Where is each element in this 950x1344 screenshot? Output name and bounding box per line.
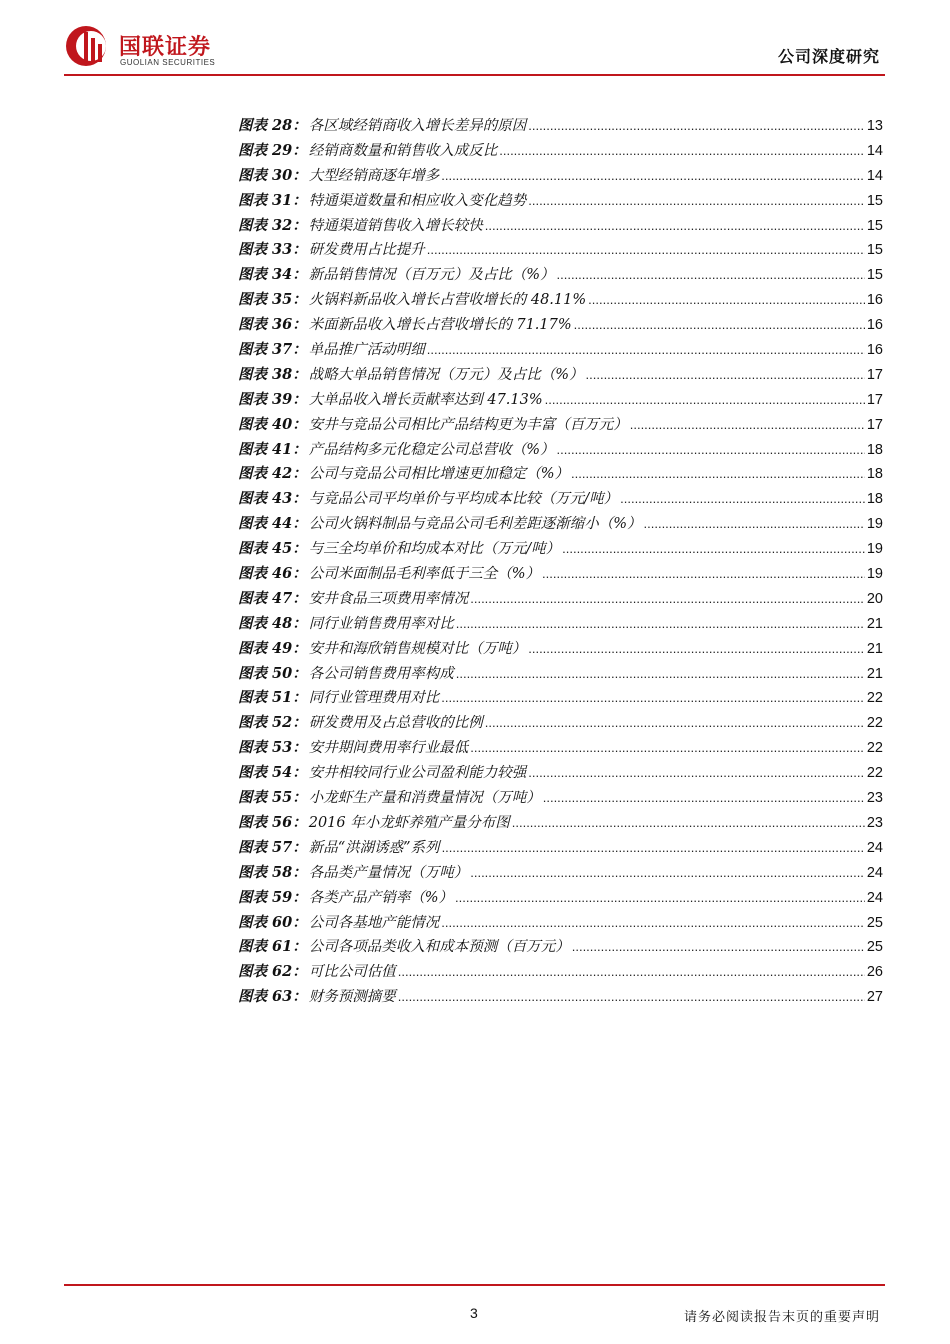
toc-entry[interactable] xyxy=(238,637,883,662)
toc-entry[interactable] xyxy=(238,786,883,811)
toc-dot-leader xyxy=(499,143,865,158)
toc-dot-leader xyxy=(427,242,865,257)
toc-entry-title: 各品类产量情况（万吨） xyxy=(308,864,469,881)
toc-entry[interactable] xyxy=(238,886,883,911)
toc-entry-title: 新品销售情况（百万元）及占比（%） xyxy=(308,267,555,284)
toc-entry[interactable] xyxy=(238,313,883,338)
toc-entry-label: 图表 62： xyxy=(238,963,307,981)
toc-entry-page: 17 xyxy=(866,366,883,383)
toc-entry-title: 安井与竞品公司相比产品结构更为丰富（百万元） xyxy=(308,416,628,433)
toc-entry[interactable] xyxy=(238,388,883,413)
toc-entry-page: 16 xyxy=(866,317,883,334)
toc-dot-leader xyxy=(528,765,865,780)
toc-dot-leader xyxy=(557,442,865,457)
toc-entry-title: 研发费用占比提升 xyxy=(308,242,425,259)
toc-entry[interactable] xyxy=(238,537,883,562)
toc-entry-title: 可比公司估值 xyxy=(308,964,396,981)
toc-entry-label: 图表 33： xyxy=(238,241,307,259)
toc-entry[interactable] xyxy=(238,363,883,388)
footer-disclaimer: 请务必阅读报告末页的重要声明 xyxy=(683,1310,880,1325)
toc-entry[interactable] xyxy=(238,114,883,139)
toc-dot-leader xyxy=(470,740,865,755)
toc-dot-leader xyxy=(427,342,865,357)
toc-entry[interactable] xyxy=(238,338,883,363)
toc-entry-title: 小龙虾生产量和消费量情况（万吨） xyxy=(308,790,541,807)
toc-entry-title: 单品推广活动明细 xyxy=(308,342,425,359)
toc-entry-page: 22 xyxy=(866,765,883,782)
toc-entry[interactable] xyxy=(238,736,883,761)
toc-dot-leader xyxy=(562,541,865,556)
toc-entry-page: 18 xyxy=(866,466,883,483)
toc-entry-label: 图表 52： xyxy=(238,714,307,732)
toc-entry-title: 各区域经销商收入增长差异的原因 xyxy=(308,118,527,134)
toc-entry-title: 经销商数量和销售收入成反比 xyxy=(308,142,498,159)
toc-entry[interactable] xyxy=(238,662,883,687)
toc-entry-title: 战略大单品销售情况（万元）及占比（%） xyxy=(308,366,584,383)
toc-entry-label: 图表 56： xyxy=(238,813,307,831)
toc-entry-label: 图表 59： xyxy=(238,888,307,906)
toc-entry-label: 图表 45： xyxy=(238,540,307,558)
toc-entry[interactable] xyxy=(238,711,883,736)
toc-entry-label: 图表 55： xyxy=(238,789,307,807)
toc-entry-label: 图表 31： xyxy=(238,191,307,209)
toc-entry-label: 图表 46： xyxy=(238,565,307,583)
toc-dot-leader xyxy=(545,392,865,407)
toc-entry-page: 19 xyxy=(866,566,883,583)
toc-entry-title: 火锅料新品收入增长占营收增长的 48.11% xyxy=(308,292,587,309)
toc-dot-leader xyxy=(528,193,865,208)
toc-entry-title: 公司火锅料制品与竞品公司毛利差距逐渐缩小（%） xyxy=(308,516,642,533)
toc-entry[interactable] xyxy=(238,587,883,612)
toc-entry-title: 安井相较同行业公司盈利能力较强 xyxy=(308,765,527,782)
toc-entry-page: 25 xyxy=(866,939,883,956)
toc-entry-title: 各公司销售费用率构成 xyxy=(308,665,454,682)
toc-dot-leader xyxy=(620,491,865,506)
toc-entry-label: 图表 53： xyxy=(238,739,307,757)
toc-entry-page: 24 xyxy=(866,864,883,881)
logo-mark-icon xyxy=(64,22,112,70)
toc-entry[interactable] xyxy=(238,761,883,786)
toc-entry-title: 与竞品公司平均单价与平均成本比较（万元/吨） xyxy=(308,491,619,508)
toc-entry-page: 13 xyxy=(866,118,883,134)
toc-entry-page: 18 xyxy=(866,491,883,508)
toc-entry-label: 图表 54： xyxy=(238,764,307,782)
toc-entry-page: 14 xyxy=(866,167,883,184)
toc-entry-label: 图表 60： xyxy=(238,913,307,931)
toc-entry-page: 21 xyxy=(866,640,883,657)
toc-entry-page: 17 xyxy=(866,391,883,408)
toc-entry-title: 公司各基地产能情况 xyxy=(308,914,440,931)
toc-entry[interactable] xyxy=(238,960,883,985)
toc-entry-label: 图表 57： xyxy=(238,838,307,856)
toc-entry-title: 同行业销售费用率对比 xyxy=(308,615,454,632)
toc-dot-leader xyxy=(470,865,865,880)
toc-entry-label: 图表 63： xyxy=(238,988,307,1006)
toc-entry[interactable] xyxy=(238,861,883,886)
toc-dot-leader xyxy=(588,292,865,307)
toc-entry-page: 21 xyxy=(866,665,883,682)
toc-entry-title: 特通渠道数量和相应收入变化趋势 xyxy=(308,192,527,209)
toc-entry-label: 图表 43： xyxy=(238,490,307,508)
toc-entry-title: 公司米面制品毛利率低于三全（%） xyxy=(308,566,541,583)
toc-dot-leader xyxy=(485,715,865,730)
logo-chinese-name: 国联证券 xyxy=(119,35,212,60)
toc-entry-page: 16 xyxy=(866,292,883,309)
toc-dot-leader xyxy=(456,666,865,681)
toc-entry-label: 图表 36： xyxy=(238,316,307,334)
toc-entry-page: 19 xyxy=(866,516,883,533)
toc-entry-label: 图表 32： xyxy=(238,216,307,234)
toc-entry-label: 图表 51： xyxy=(238,689,307,707)
toc-dot-leader xyxy=(455,890,865,905)
toc-entry[interactable] xyxy=(238,985,883,1010)
toc-entry-title: 公司各项品类收入和成本预测（百万元） xyxy=(308,939,570,956)
toc-entry-title: 安井食品三项费用率情况 xyxy=(308,590,469,607)
toc-entry-page: 15 xyxy=(866,192,883,209)
toc-dot-leader xyxy=(586,367,865,382)
toc-entry-page: 23 xyxy=(866,814,883,831)
toc-entry-title: 与三全均单价和均成本对比（万元/吨） xyxy=(308,541,561,558)
toc-entry-label: 图表 38： xyxy=(238,365,307,383)
report-type: 公司深度研究 xyxy=(777,47,880,66)
toc-entry-label: 图表 30： xyxy=(238,166,307,184)
toc-entry-title: 产品结构多元化稳定公司总营收（%） xyxy=(308,441,555,458)
toc-entry[interactable] xyxy=(238,189,883,214)
toc-dot-leader xyxy=(644,516,865,531)
company-logo xyxy=(64,22,244,72)
toc-entry-label: 图表 50： xyxy=(238,664,307,682)
toc-entry-title: 财务预测摘要 xyxy=(308,989,396,1006)
toc-entry-page: 14 xyxy=(866,142,883,159)
toc-dot-leader xyxy=(441,690,865,705)
toc-dot-leader xyxy=(528,118,865,133)
toc-dot-leader xyxy=(470,591,865,606)
toc-entry-page: 15 xyxy=(866,217,883,234)
toc-dot-leader xyxy=(543,790,865,805)
toc-entry-label: 图表 34： xyxy=(238,266,307,284)
toc-dot-leader xyxy=(574,317,865,332)
toc-dot-leader xyxy=(557,267,865,282)
toc-entry[interactable] xyxy=(238,512,883,537)
toc-dot-leader xyxy=(571,466,865,481)
toc-entry-title: 大单品收入增长贡献率达到 47.13% xyxy=(308,391,543,408)
toc-dot-leader xyxy=(456,616,865,631)
toc-entry-label: 图表 41： xyxy=(238,440,307,458)
toc-entry-title: 大型经销商逐年增多 xyxy=(308,167,440,184)
toc-dot-leader xyxy=(398,989,865,1004)
toc-entry-label: 图表 48： xyxy=(238,614,307,632)
toc-entry-label: 图表 40： xyxy=(238,415,307,433)
logo-english-name: GUOLIAN SECURITIES xyxy=(120,58,216,67)
toc-entry-page: 22 xyxy=(866,690,883,707)
toc-entry-page: 15 xyxy=(866,267,883,284)
toc-entry[interactable] xyxy=(238,487,883,512)
toc-entry-title: 同行业管理费用对比 xyxy=(308,690,440,707)
toc-entry-page: 24 xyxy=(866,839,883,856)
toc-entry-title: 2016 年小龙虾养殖产量分布图 xyxy=(308,814,510,831)
toc-entry-page: 16 xyxy=(866,342,883,359)
toc-entry-title: 特通渠道销售收入增长较快 xyxy=(308,217,483,234)
toc-entry-page: 23 xyxy=(866,790,883,807)
toc-entry-page: 24 xyxy=(866,889,883,906)
toc-entry[interactable] xyxy=(238,263,883,288)
toc-entry-title: 各类产品产销率（%） xyxy=(308,889,454,906)
toc-entry-label: 图表 42： xyxy=(238,465,307,483)
toc-entry-label: 图表 58： xyxy=(238,863,307,881)
toc-entry-page: 19 xyxy=(866,541,883,558)
toc-entry[interactable] xyxy=(238,911,883,936)
figure-list xyxy=(238,114,883,1010)
toc-entry-page: 21 xyxy=(866,615,883,632)
toc-entry[interactable] xyxy=(238,462,883,487)
header-divider xyxy=(64,74,885,76)
toc-entry-page: 26 xyxy=(866,964,883,981)
page-header xyxy=(0,0,950,78)
toc-entry-title: 安井和海欣销售规模对比（万吨） xyxy=(308,640,527,657)
toc-entry-page: 25 xyxy=(866,914,883,931)
toc-entry[interactable] xyxy=(238,214,883,239)
toc-entry-page: 18 xyxy=(866,441,883,458)
toc-dot-leader xyxy=(442,840,865,855)
toc-entry[interactable] xyxy=(238,238,883,263)
toc-entry[interactable] xyxy=(238,935,883,960)
toc-entry[interactable] xyxy=(238,139,883,164)
toc-entry-label: 图表 28： xyxy=(238,117,307,134)
toc-entry-page: 22 xyxy=(866,740,883,757)
toc-entry-label: 图表 47： xyxy=(238,589,307,607)
toc-entry-label: 图表 61： xyxy=(238,938,307,956)
toc-entry-title: 研发费用及占总营收的比例 xyxy=(308,715,483,732)
toc-entry-page: 22 xyxy=(866,715,883,732)
toc-dot-leader xyxy=(441,915,865,930)
toc-entry-label: 图表 39： xyxy=(238,390,307,408)
toc-dot-leader xyxy=(398,964,865,979)
toc-entry-label: 图表 37： xyxy=(238,341,307,359)
toc-entry[interactable] xyxy=(238,686,883,711)
toc-entry-title: 公司与竞品公司相比增速更加稳定（%） xyxy=(308,466,570,483)
toc-entry-label: 图表 29： xyxy=(238,141,307,159)
toc-entry-label: 图表 49： xyxy=(238,639,307,657)
toc-entry-page: 20 xyxy=(866,590,883,607)
toc-entry[interactable] xyxy=(238,836,883,861)
toc-dot-leader xyxy=(630,417,865,432)
toc-entry[interactable] xyxy=(238,164,883,189)
toc-dot-leader xyxy=(542,566,865,581)
toc-entry[interactable] xyxy=(238,288,883,313)
toc-entry[interactable] xyxy=(238,438,883,463)
toc-entry-title: 米面新品收入增长占营收增长的 71.17% xyxy=(308,317,572,334)
toc-dot-leader xyxy=(528,641,865,656)
toc-entry[interactable] xyxy=(238,413,883,438)
toc-entry-page: 15 xyxy=(866,242,883,259)
toc-entry-page: 27 xyxy=(866,989,883,1006)
page-number: 3 xyxy=(470,1305,478,1321)
toc-entry[interactable] xyxy=(238,562,883,587)
toc-dot-leader xyxy=(512,815,865,830)
toc-dot-leader xyxy=(572,939,865,954)
toc-dot-leader xyxy=(441,168,865,183)
toc-entry-title: 新品“洪湖诱惑”系列 xyxy=(308,839,440,856)
toc-entry[interactable] xyxy=(238,811,883,836)
toc-entry-title: 安井期间费用率行业最低 xyxy=(308,740,469,757)
toc-entry-label: 图表 44： xyxy=(238,515,307,533)
toc-dot-leader xyxy=(485,218,865,233)
toc-entry-page: 17 xyxy=(866,416,883,433)
toc-entry-label: 图表 35： xyxy=(238,291,307,309)
footer-divider xyxy=(64,1284,885,1286)
toc-entry[interactable] xyxy=(238,612,883,637)
